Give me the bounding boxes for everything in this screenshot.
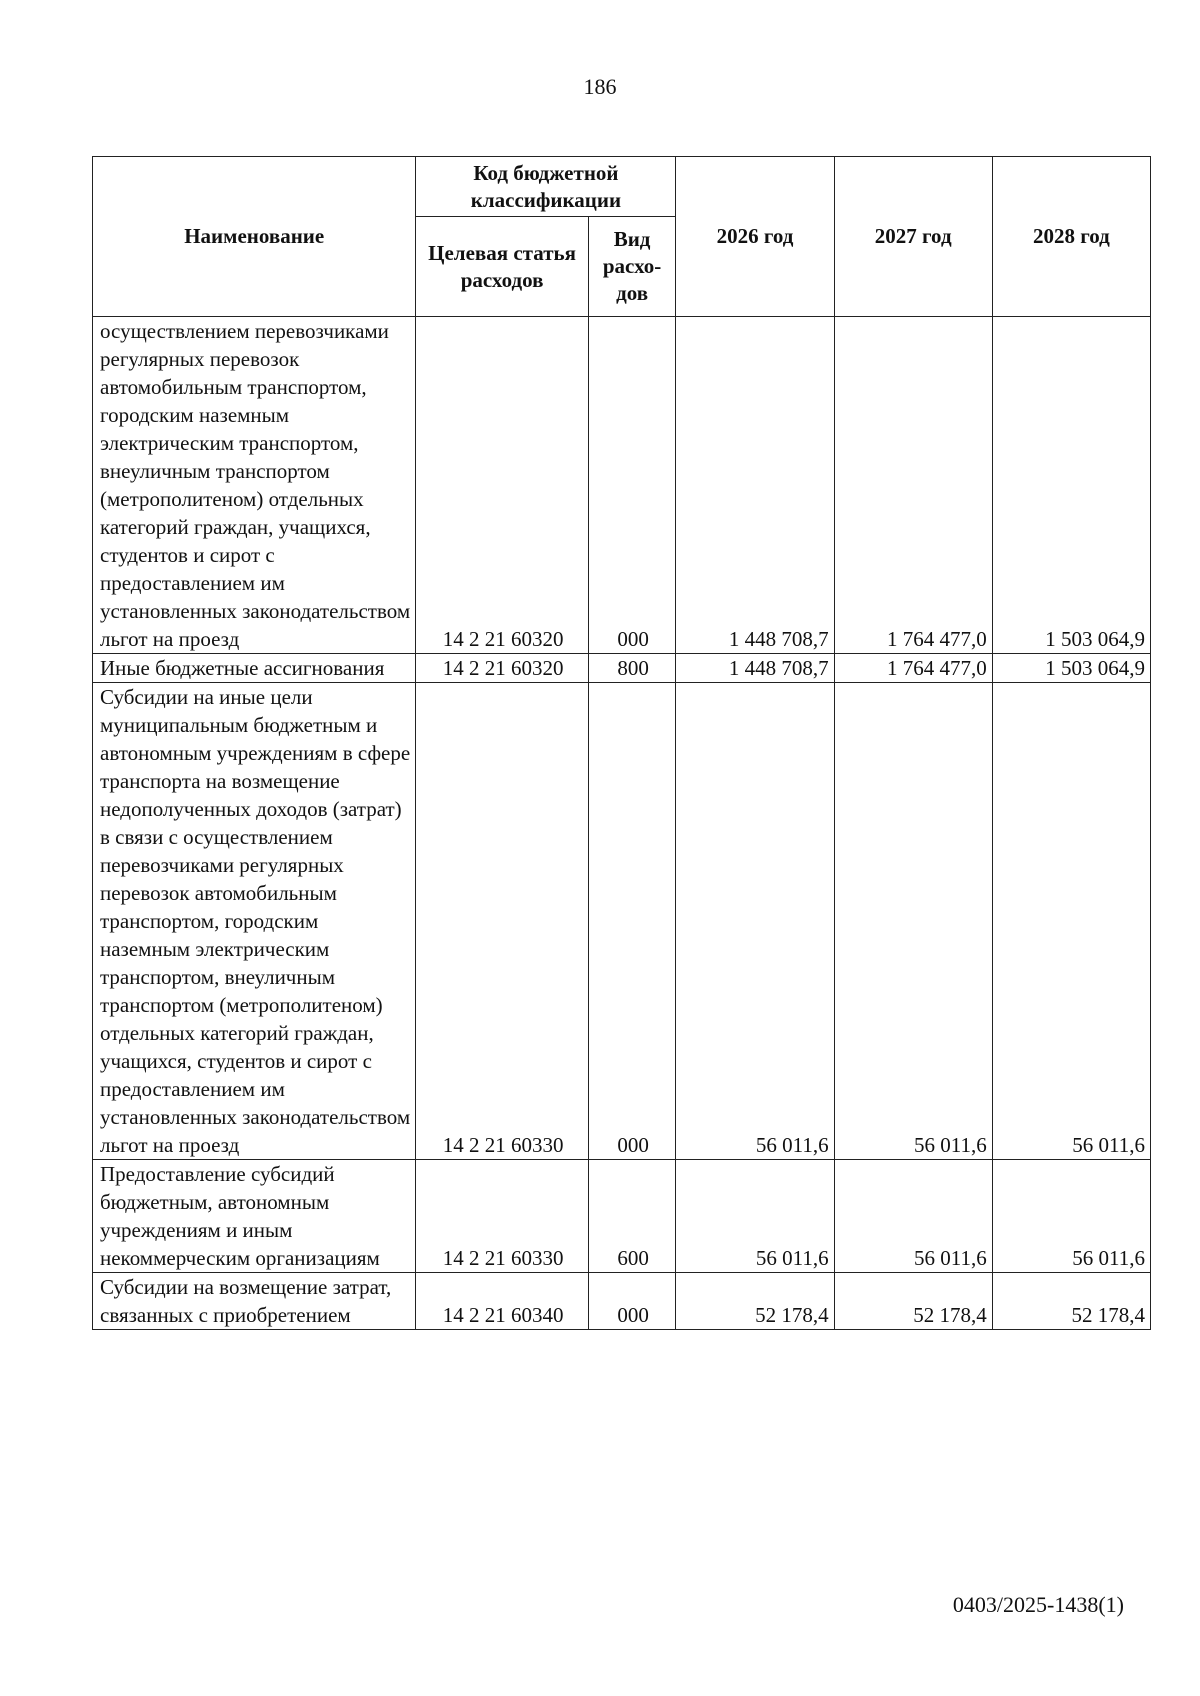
table-row — [93, 1160, 1151, 1273]
row-value-2026: 56 011,6 — [676, 1160, 834, 1273]
row-code: 14 2 21 60330 — [416, 1160, 588, 1273]
row-code: 14 2 21 60320 — [416, 654, 588, 683]
table-row — [93, 1273, 1151, 1330]
header-expense-type: Вид расхо-дов — [588, 217, 676, 317]
row-type: 000 — [588, 1273, 676, 1330]
header-year-2028: 2028 год — [992, 157, 1150, 317]
budget-table — [92, 156, 1151, 1330]
row-name: Иные бюджетные ассигнования — [93, 654, 416, 683]
row-type: 600 — [588, 1160, 676, 1273]
row-value-2027: 56 011,6 — [834, 1160, 992, 1273]
row-value-2026: 56 011,6 — [676, 683, 834, 1160]
row-value-2026: 1 448 708,7 — [676, 654, 834, 683]
row-value-2026: 52 178,4 — [676, 1273, 834, 1330]
header-name: Наименование — [93, 157, 416, 317]
table-row — [93, 683, 1151, 1160]
row-code: 14 2 21 60340 — [416, 1273, 588, 1330]
row-name: Субсидии на возмещение затрат, связанных с приобретением — [93, 1273, 416, 1330]
header-year-2027: 2027 год — [834, 157, 992, 317]
row-code: 14 2 21 60320 — [416, 317, 588, 654]
row-value-2027: 52 178,4 — [834, 1273, 992, 1330]
table-header — [93, 157, 1151, 317]
row-name: осуществлением перевозчиками регулярных перевозок автомобильным транспортом, городским наземным электрическим транспортом, внеуличным транспортом (метрополитеном) отдельных категорий граждан, учащихся, студентов и сирот с предоставлением им установленных законодательством льгот на проезд — [93, 317, 416, 654]
row-type: 000 — [588, 317, 676, 654]
header-year-2026: 2026 год — [676, 157, 834, 317]
row-type: 800 — [588, 654, 676, 683]
row-value-2027: 1 764 477,0 — [834, 317, 992, 654]
row-value-2026: 1 448 708,7 — [676, 317, 834, 654]
row-value-2028: 1 503 064,9 — [992, 317, 1150, 654]
row-value-2028: 56 011,6 — [992, 683, 1150, 1160]
row-type: 000 — [588, 683, 676, 1160]
row-name: Субсидии на иные цели муниципальным бюджетным и автономным учреждениям в сфере транспорта на возмещение недополученных доходов (затрат) в связи с осуществлением перевозчиками регулярных перевозок автомобильным транспортом, городским наземным электрическим транспортом, внеуличным транспортом (метрополитеном) отдельных категорий граждан, учащихся, студентов и сирот с предоставлением им установленных законодательством льгот на проезд — [93, 683, 416, 1160]
document-footer-code: 0403/2025-1438(1) — [952, 1592, 1124, 1617]
row-value-2027: 1 764 477,0 — [834, 654, 992, 683]
row-value-2028: 1 503 064,9 — [992, 654, 1150, 683]
row-value-2028: 56 011,6 — [992, 1160, 1150, 1273]
header-code-group: Код бюджетной классификации — [416, 157, 676, 217]
row-value-2028: 52 178,4 — [992, 1273, 1150, 1330]
row-name: Предоставление субсидий бюджетным, автономным учреждениям и иным некоммерческим организациям — [93, 1160, 416, 1273]
page-number: 186 — [583, 74, 617, 99]
row-value-2027: 56 011,6 — [834, 683, 992, 1160]
row-code: 14 2 21 60330 — [416, 683, 588, 1160]
table-row — [93, 654, 1151, 683]
header-target-article: Целевая статья расходов — [416, 217, 588, 317]
table-row — [93, 317, 1151, 654]
